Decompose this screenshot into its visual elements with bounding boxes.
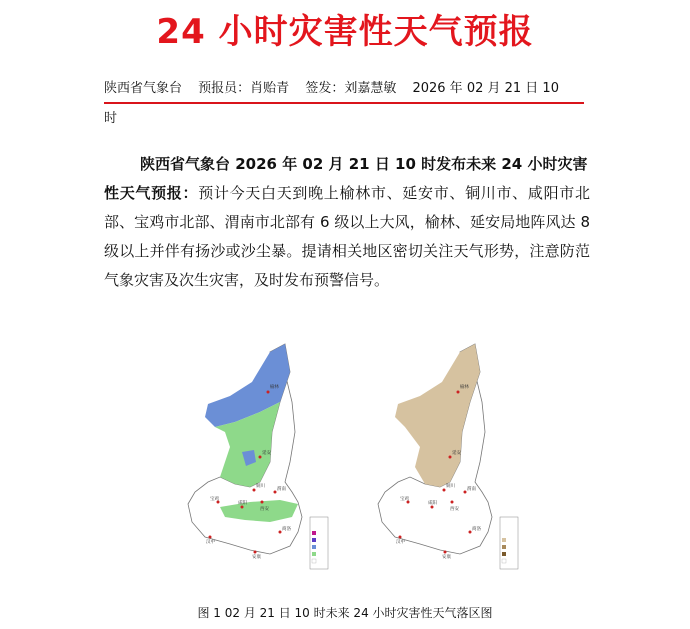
- right-legend: [500, 517, 518, 569]
- left-label-5: 渭南: [277, 487, 286, 492]
- right-label-1: 延安: [452, 451, 461, 456]
- forecast-maps: [180, 332, 560, 592]
- forecaster: 预报员：肖贻青: [198, 81, 290, 96]
- right-label-7: 汉中: [396, 540, 405, 545]
- left-label-4: 西安: [260, 507, 269, 512]
- left-label-9: 商洛: [282, 527, 291, 532]
- left-label-6: 宝鸡: [210, 497, 219, 502]
- right-label-2: 铜川: [446, 484, 455, 489]
- meta-line: [104, 76, 584, 104]
- org-name: 陕西省气象台: [104, 81, 183, 96]
- forecast-body: [104, 150, 590, 295]
- left-legend: [310, 517, 328, 569]
- issuer: 签发：刘嘉慧敏: [305, 81, 397, 96]
- right-label-9: 商洛: [472, 527, 481, 532]
- lead-line: 陕西省气象台 2026 年 02 月 21 日 10 时发布未来 24 小时灾害: [140, 155, 588, 173]
- right-label-3: 咸阳: [428, 501, 437, 506]
- left-label-0: 榆林: [270, 385, 279, 390]
- issue-date-tail: 时: [104, 111, 118, 126]
- left-label-1: 延安: [262, 451, 271, 456]
- lead-label: 性天气预报：: [104, 184, 199, 202]
- right-label-6: 宝鸡: [400, 497, 409, 502]
- right-label-8: 安康: [442, 555, 451, 560]
- forecast-text: 预计今天白天到晚上榆林市、延安市、铜川市、咸阳市北部、宝鸡市北部、渭南市北部有 6 级以上大风，榆林、延安局地阵风达 8 级以上并伴有扬沙或沙尘暴。提请相关地区密切关注天气形势，注意防范气象灾害及次生灾害，及时发布预警信号。: [104, 184, 590, 289]
- left-label-7: 汉中: [206, 540, 215, 545]
- right-label-4: 西安: [450, 507, 459, 512]
- left-label-8: 安康: [252, 555, 261, 560]
- right-label-5: 渭南: [467, 487, 476, 492]
- left-label-2: 铜川: [256, 484, 265, 489]
- page-title: 24 小时灾害性天气预报: [156, 12, 534, 52]
- left-label-3: 咸阳: [238, 501, 247, 506]
- left-map: [188, 344, 328, 569]
- issue-date: 2026 年 02 月 21 日 10: [412, 81, 559, 96]
- figure-caption: 图 1 02 月 21 日 10 时未来 24 小时灾害性天气落区图: [197, 606, 493, 620]
- right-label-0: 榆林: [460, 385, 469, 390]
- meta-block: [104, 76, 584, 130]
- right-map: [378, 344, 518, 569]
